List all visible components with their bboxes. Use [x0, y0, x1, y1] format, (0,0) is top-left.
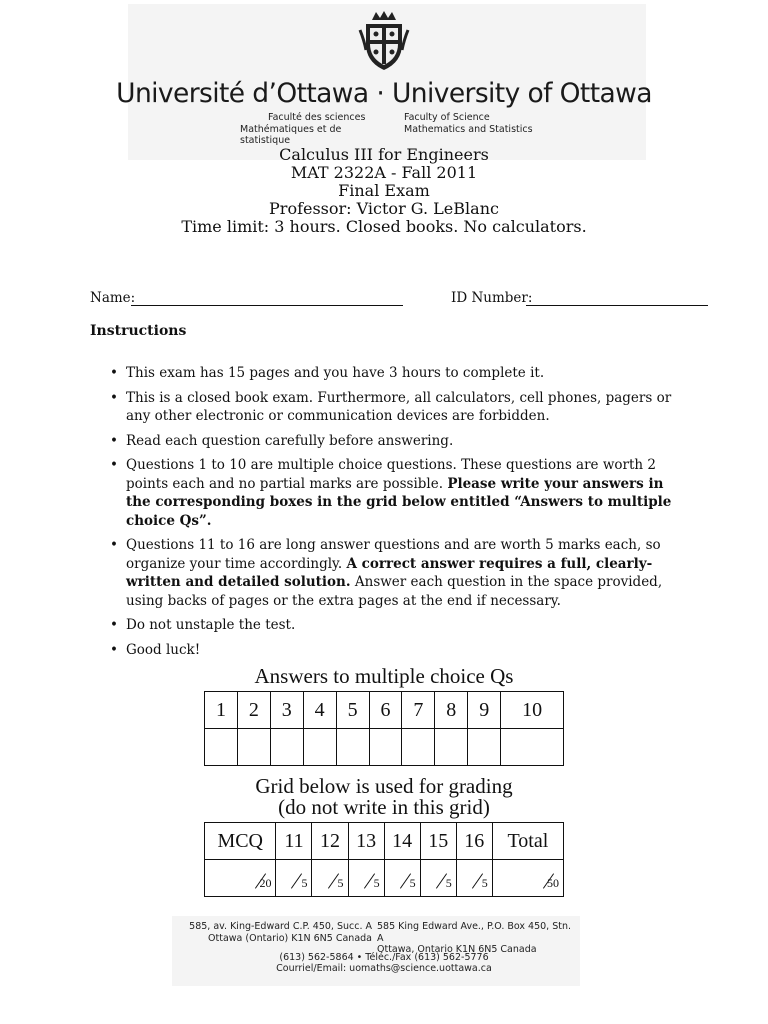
- answers-header-cell: 2: [237, 692, 270, 729]
- instruction-emphasis: Please write your answers in the corresponding boxes in the grid below entitled “Answers to multiple choice Qs”.: [126, 475, 672, 529]
- answers-header-cell: 6: [369, 692, 402, 729]
- answers-header-cell: 10: [501, 692, 564, 729]
- instruction-emphasis: A correct answer requires a full, clearly-written and detailed solution.: [126, 555, 653, 590]
- answers-grid: [204, 691, 564, 766]
- grading-header-cell: 13: [348, 823, 384, 860]
- name-field[interactable]: [131, 305, 403, 306]
- answer-box-4[interactable]: [303, 729, 336, 766]
- answers-header-cell: 4: [303, 692, 336, 729]
- grading-header-cell: Total: [492, 823, 563, 860]
- grading-grid-subtitle: (do not write in this grid): [278, 795, 490, 819]
- max-mark: 50: [547, 876, 559, 890]
- answers-header-cell: 9: [468, 692, 501, 729]
- instruction-text: Do not unstaple the test.: [126, 617, 296, 633]
- grading-score-cell: [492, 860, 563, 897]
- instruction-item: [108, 364, 680, 383]
- grading-score-cell: [312, 860, 348, 897]
- answer-box-8[interactable]: [435, 729, 468, 766]
- instruction-text: Answer each question in the space provided, using backs of pages or the extra pages at the end if necessary.: [126, 574, 663, 609]
- max-mark: 5: [373, 876, 380, 890]
- answers-grid-title: Answers to multiple choice Qs: [254, 664, 514, 688]
- instruction-text: Questions 11 to 16 are long answer questions and are worth 5 marks each, so organize your time accordingly.: [126, 537, 661, 572]
- answer-box-1[interactable]: [205, 729, 238, 766]
- max-mark: 5: [301, 876, 308, 890]
- instructions-heading: Instructions: [90, 323, 187, 339]
- max-mark: 20: [259, 876, 272, 890]
- instruction-text: This is a closed book exam. Furthermore, all calculators, cell phones, pagers or any other electronic or communication devices are forbidden.: [126, 389, 672, 424]
- answer-box-5[interactable]: [336, 729, 369, 766]
- footer-email: Courriel/Email: uomaths@science.uottawa.ca: [276, 963, 492, 974]
- grading-score-cell: [384, 860, 420, 897]
- footer-address-en: 585 King Edward Ave., P.O. Box 450, Stn. A Ottawa, Ontario K1N 6N5 Canada: [377, 921, 572, 955]
- university-crest-icon: [358, 10, 410, 72]
- answer-box-6[interactable]: [369, 729, 402, 766]
- instruction-item: [108, 641, 680, 660]
- max-mark: 5: [409, 876, 416, 890]
- answer-box-7[interactable]: [402, 729, 435, 766]
- grading-header-cell: MCQ: [205, 823, 276, 860]
- instruction-item: [108, 536, 680, 610]
- answers-header-cell: 5: [336, 692, 369, 729]
- name-label: Name:: [90, 290, 136, 306]
- instruction-text: This exam has 15 pages and you have 3 hours to complete it.: [126, 365, 545, 381]
- answer-box-3[interactable]: [270, 729, 303, 766]
- answers-header-cell: 7: [402, 692, 435, 729]
- answer-box-10[interactable]: [501, 729, 564, 766]
- instruction-text: Good luck!: [126, 641, 201, 658]
- answer-box-9[interactable]: [468, 729, 501, 766]
- answers-header-cell: 1: [205, 692, 238, 729]
- instructions-list: [108, 364, 680, 665]
- professor-line: Professor: Victor G. LeBlanc: [269, 199, 499, 218]
- instruction-item: [108, 432, 680, 451]
- id-number-label: ID Number:: [451, 290, 533, 306]
- grading-header-cell: 14: [384, 823, 420, 860]
- grading-header-cell: 15: [420, 823, 456, 860]
- grading-score-cell: [456, 860, 492, 897]
- course-title: Calculus III for Engineers: [279, 145, 489, 164]
- faculty-fr: Faculté des sciences Mathématiques et de statistique: [240, 112, 366, 146]
- id-number-field[interactable]: [526, 305, 708, 306]
- grading-grid-title: Grid below is used for grading: [255, 774, 513, 798]
- answers-header-cell: 3: [270, 692, 303, 729]
- grading-score-cell: [420, 860, 456, 897]
- max-mark: 5: [337, 876, 344, 890]
- grading-header-cell: 12: [312, 823, 348, 860]
- faculty-en: Faculty of Science Mathematics and Statistics: [404, 112, 533, 135]
- instruction-item: [108, 389, 680, 426]
- grading-score-cell: [276, 860, 312, 897]
- grading-header-cell: 16: [456, 823, 492, 860]
- instruction-item: [108, 456, 680, 530]
- time-limit-line: Time limit: 3 hours. Closed books. No calculators.: [181, 217, 587, 236]
- footer-address-fr: 585, av. King-Edward C.P. 450, Succ. A Ottawa (Ontario) K1N 6N5 Canada: [189, 921, 372, 944]
- footer-phone: (613) 562-5864 • Téléc./Fax (613) 562-5776: [279, 952, 489, 963]
- instruction-text: Read each question carefully before answering.: [126, 432, 454, 449]
- max-mark: 5: [445, 876, 452, 890]
- exam-title: Final Exam: [338, 181, 430, 200]
- instruction-item: [108, 616, 680, 635]
- grading-score-cell: [205, 860, 276, 897]
- university-name: Université d’Ottawa · University of Ottawa: [116, 78, 652, 109]
- answer-box-2[interactable]: [237, 729, 270, 766]
- grading-score-cell: [348, 860, 384, 897]
- grading-header-cell: 11: [276, 823, 312, 860]
- instruction-text: Questions 1 to 10 are multiple choice questions. These questions are worth 2 points each and no partial marks are possible.: [126, 457, 656, 492]
- answers-header-cell: 8: [435, 692, 468, 729]
- max-mark: 5: [481, 876, 488, 890]
- grading-grid: [204, 822, 564, 897]
- course-code: MAT 2322A - Fall 2011: [290, 163, 478, 182]
